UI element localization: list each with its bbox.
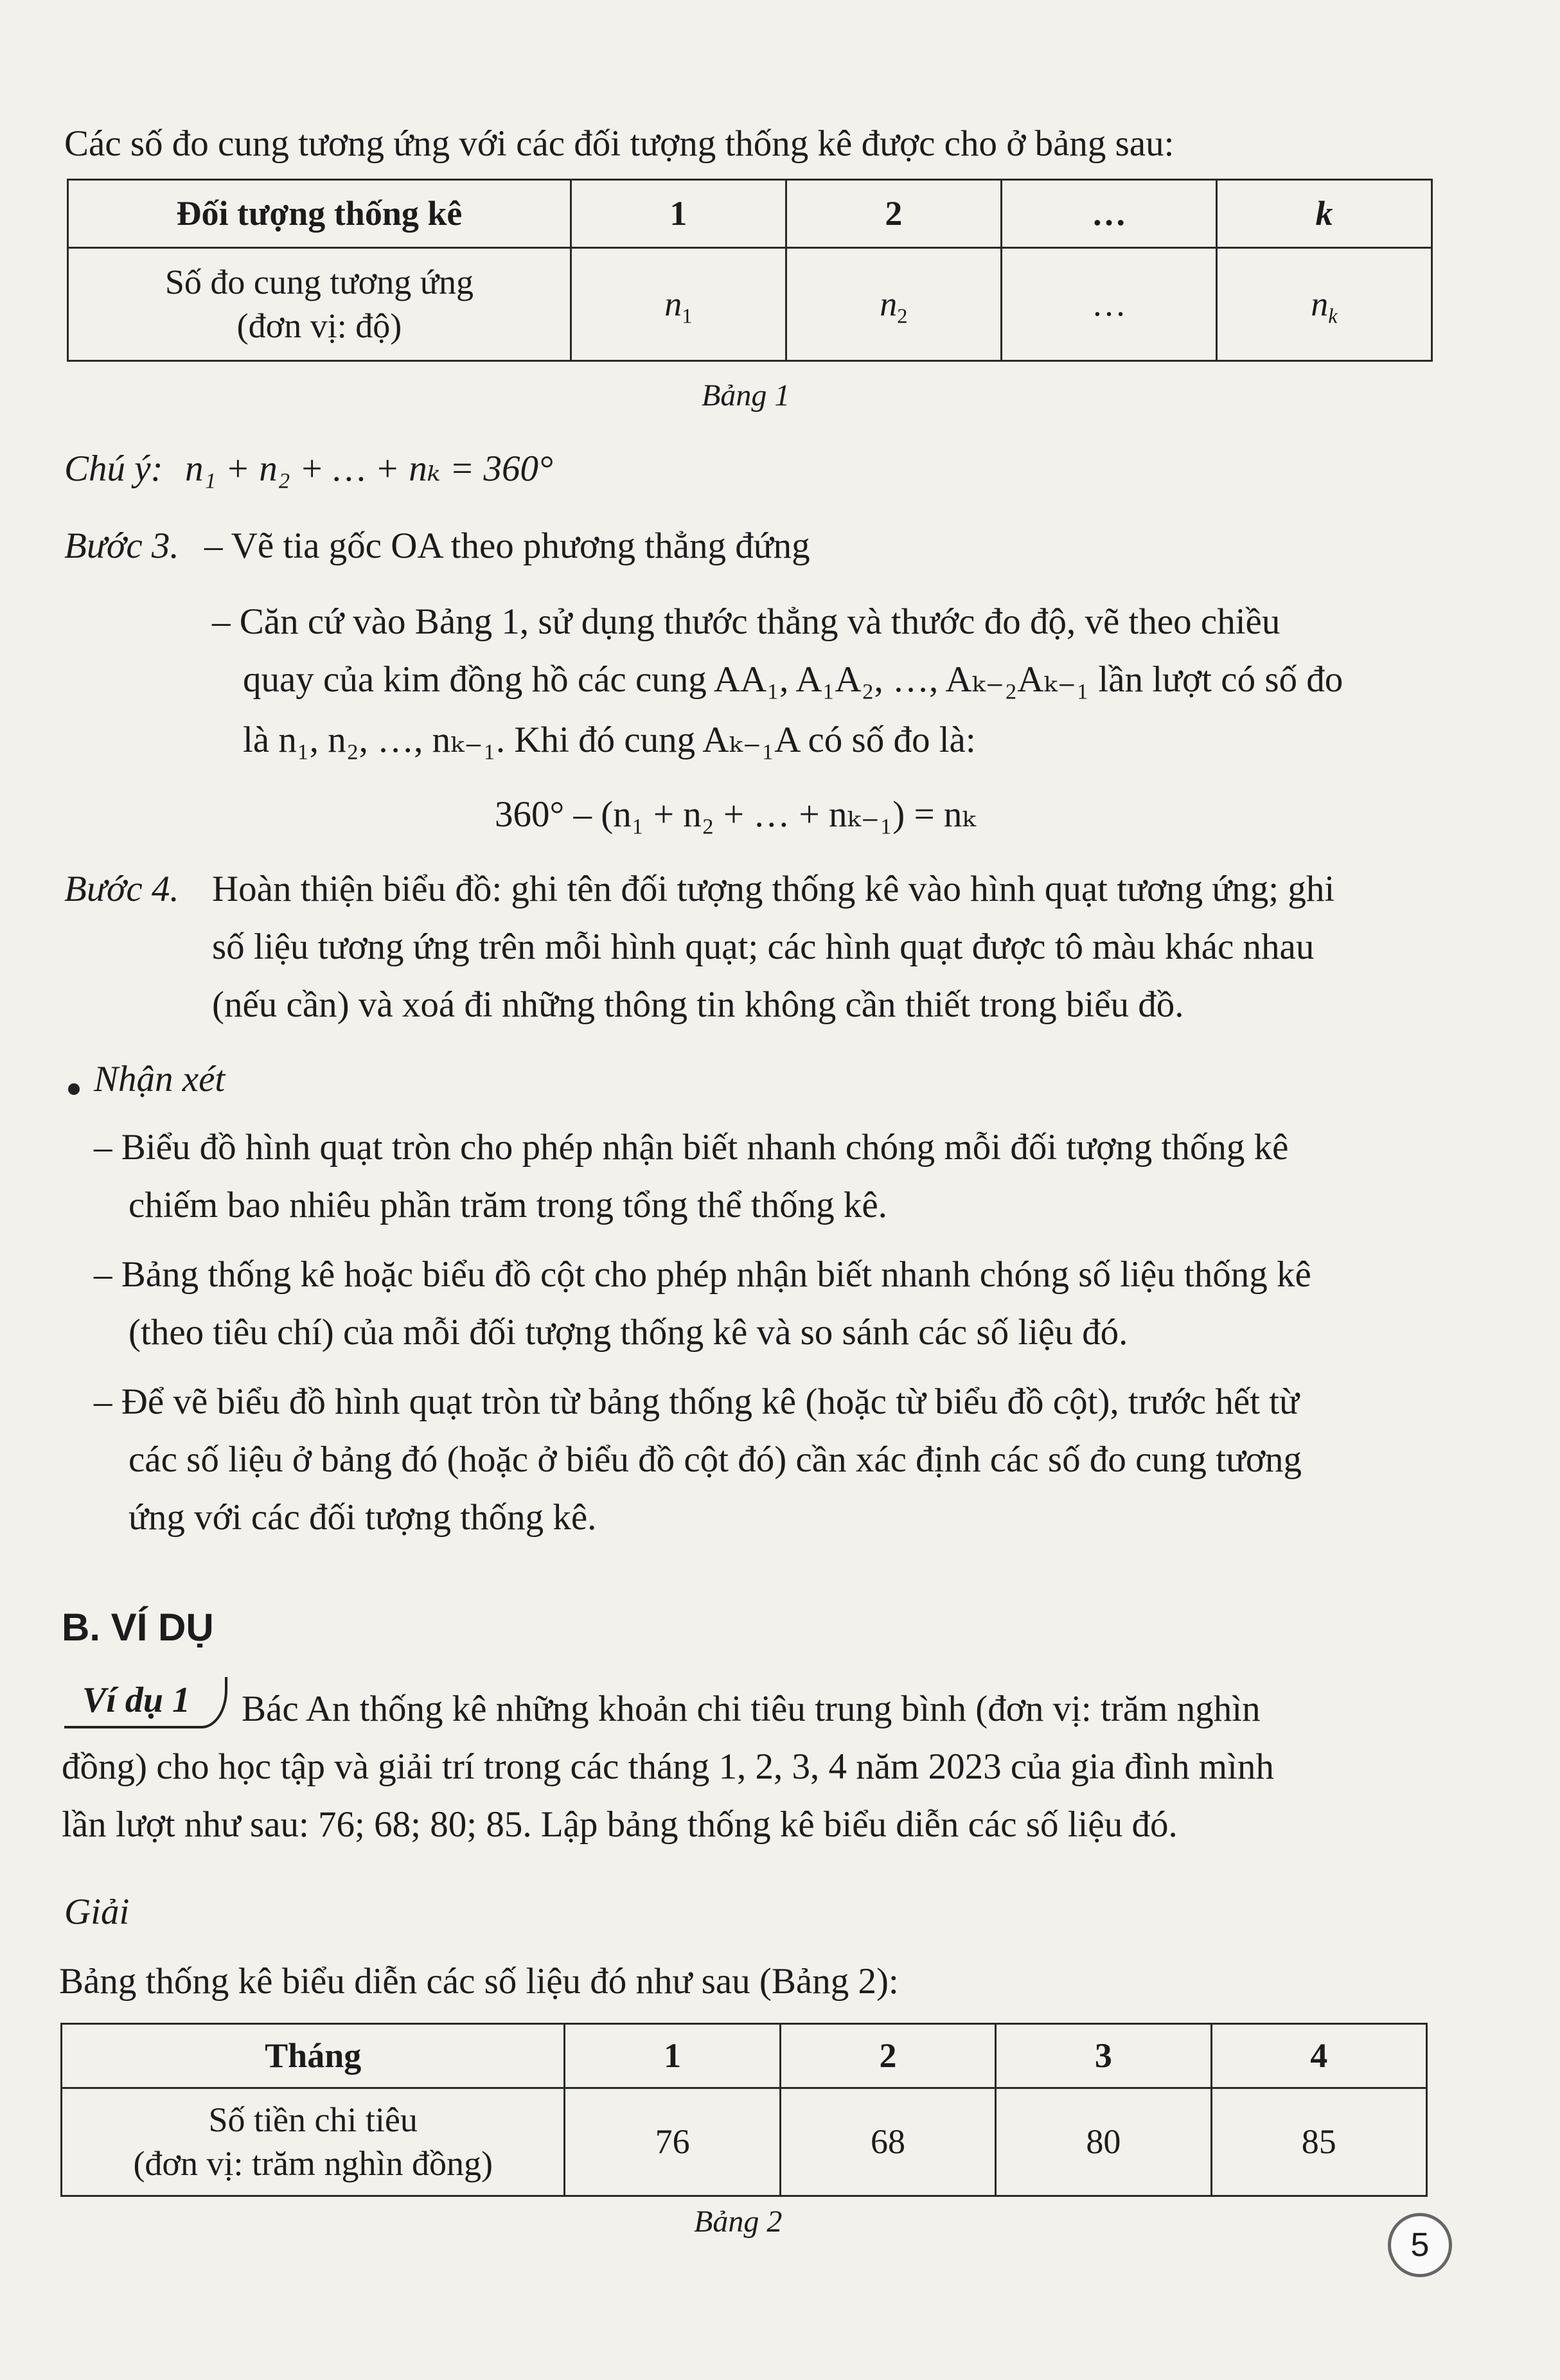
step-3-line: – Căn cứ vào Bảng 1, sử dụng thước thẳng và thước đo độ, vẽ theo chiều: [212, 601, 1281, 642]
remark-line: ứng với các đối tượng thống kê.: [129, 1497, 597, 1538]
table-1-data-row: [68, 248, 1432, 361]
table-2-header-cell: 4: [1211, 2024, 1426, 2088]
remark-line: các số liệu ở bảng đó (hoặc ở biểu đồ cột đó) cần xác định các số đo cung tương: [129, 1439, 1302, 1480]
table-1-header-cell: 1: [571, 180, 786, 248]
solution-line: Bảng thống kê biểu diễn các số liệu đó như sau (Bảng 2):: [59, 1961, 899, 2002]
note-label: Chú ý:: [64, 448, 163, 489]
step-3-line: là n₁, n₂, …, nₖ₋₁. Khi đó cung Aₖ₋₁A có số đo là:: [243, 720, 976, 760]
remark-line: (theo tiêu chí) của mỗi đối tượng thống kê và so sánh các số liệu đó.: [129, 1312, 1128, 1353]
bullet-icon: [68, 1083, 80, 1095]
table-2-row-label-line: Số tiền chi tiêu: [208, 2100, 418, 2139]
table-2-data-row: [62, 2088, 1427, 2196]
table-2-value-cell: 68: [780, 2088, 995, 2196]
var-n: n: [880, 284, 898, 323]
table-1-header-cell: k: [1216, 180, 1431, 248]
step-3-line: – Vẽ tia gốc OA theo phương thẳng đứng: [204, 526, 810, 566]
step-4-line: số liệu tương ứng trên mỗi hình quạt; các hình quạt được tô màu khác nhau: [212, 927, 1315, 967]
step-4-line: Hoàn thiện biểu đồ: ghi tên đối tượng thống kê vào hình quạt tương ứng; ghi: [212, 869, 1335, 909]
table-2-caption: Bảng 2: [694, 2205, 783, 2239]
section-heading: B. VÍ DỤ: [62, 1606, 214, 1649]
subscript: 1: [682, 305, 693, 328]
remark-line: chiếm bao nhiêu phần trăm trong tổng thể thống kê.: [129, 1185, 887, 1225]
step-3-line: quay của kim đồng hồ các cung AA₁, A₁A₂, …, Aₖ₋₂Aₖ₋₁ lần lượt có số đo: [243, 659, 1343, 700]
table-1-header-cell: 2: [786, 180, 1001, 248]
table-1-header-cell: Đối tượng thống kê: [68, 180, 571, 248]
table-1-cell: …: [1001, 248, 1216, 361]
solution-label: Giải: [64, 1892, 130, 1932]
example-line: lần lượt như sau: 76; 68; 80; 85. Lập bảng thống kê biểu diễn các số liệu đó.: [62, 1804, 1178, 1845]
table-2-value-cell: 76: [565, 2088, 780, 2196]
table-2-header-row: [62, 2024, 1427, 2088]
example-label: Ví dụ 1: [82, 1680, 191, 1720]
step-3-formula: 360° – (n₁ + n₂ + … + nₖ₋₁) = nₖ: [495, 794, 976, 835]
subscript: 2: [897, 305, 908, 328]
table-2-value-cell: 80: [996, 2088, 1211, 2196]
table-1-header-row: [68, 180, 1432, 248]
table-1-cell: [571, 248, 786, 361]
step-4-label: Bước 4.: [64, 869, 179, 909]
step-4-line: (nếu cần) và xoá đi những thông tin không cần thiết trong biểu đồ.: [212, 984, 1184, 1025]
var-n: n: [1311, 284, 1329, 323]
table-2-header-cell: 2: [780, 2024, 995, 2088]
example-line: Bác An thống kê những khoản chi tiêu trung bình (đơn vị: trăm nghìn: [242, 1689, 1261, 1729]
page-number: 5: [1388, 2213, 1452, 2277]
table-1: [67, 179, 1433, 362]
example-line: đồng) cho học tập và giải trí trong các tháng 1, 2, 3, 4 năm 2023 của gia đình mình: [62, 1746, 1274, 1787]
table-1-row-label: [68, 248, 571, 361]
table-1-header-cell: …: [1001, 180, 1216, 248]
table-2-header-cell: 1: [565, 2024, 780, 2088]
table-1-caption: Bảng 1: [702, 378, 790, 413]
var-n: n: [664, 284, 682, 323]
table-2-header-cell: 3: [996, 2024, 1211, 2088]
remark-line: – Bảng thống kê hoặc biểu đồ cột cho phép nhận biết nhanh chóng số liệu thống kê: [94, 1254, 1311, 1295]
intro-text: Các số đo cung tương ứng với các đối tượng thống kê được cho ở bảng sau:: [64, 123, 1174, 164]
remarks-title: Nhận xét: [94, 1059, 226, 1099]
step-3-label: Bước 3.: [64, 526, 179, 566]
remark-line: – Biểu đồ hình quạt tròn cho phép nhận biết nhanh chóng mỗi đối tượng thống kê: [94, 1127, 1289, 1168]
table-2-header-cell: Tháng: [62, 2024, 565, 2088]
table-1-cell: [786, 248, 1001, 361]
table-2-row-label-line: (đơn vị: trăm nghìn đồng): [133, 2144, 493, 2183]
table-2-value-cell: 85: [1211, 2088, 1426, 2196]
table-1-row-label-line: Số đo cung tương ứng: [164, 263, 474, 301]
table-1-row-label-line: (đơn vị: độ): [236, 306, 402, 345]
subscript: k: [1328, 305, 1338, 328]
table-2-row-label: [62, 2088, 565, 2196]
table-2: [60, 2023, 1428, 2197]
note-formula: n₁ + n₂ + … + nₖ = 360°: [185, 448, 553, 489]
remark-line: – Để vẽ biểu đồ hình quạt tròn từ bảng thống kê (hoặc từ biểu đồ cột), trước hết từ: [94, 1381, 1299, 1422]
table-1-cell: [1216, 248, 1431, 361]
